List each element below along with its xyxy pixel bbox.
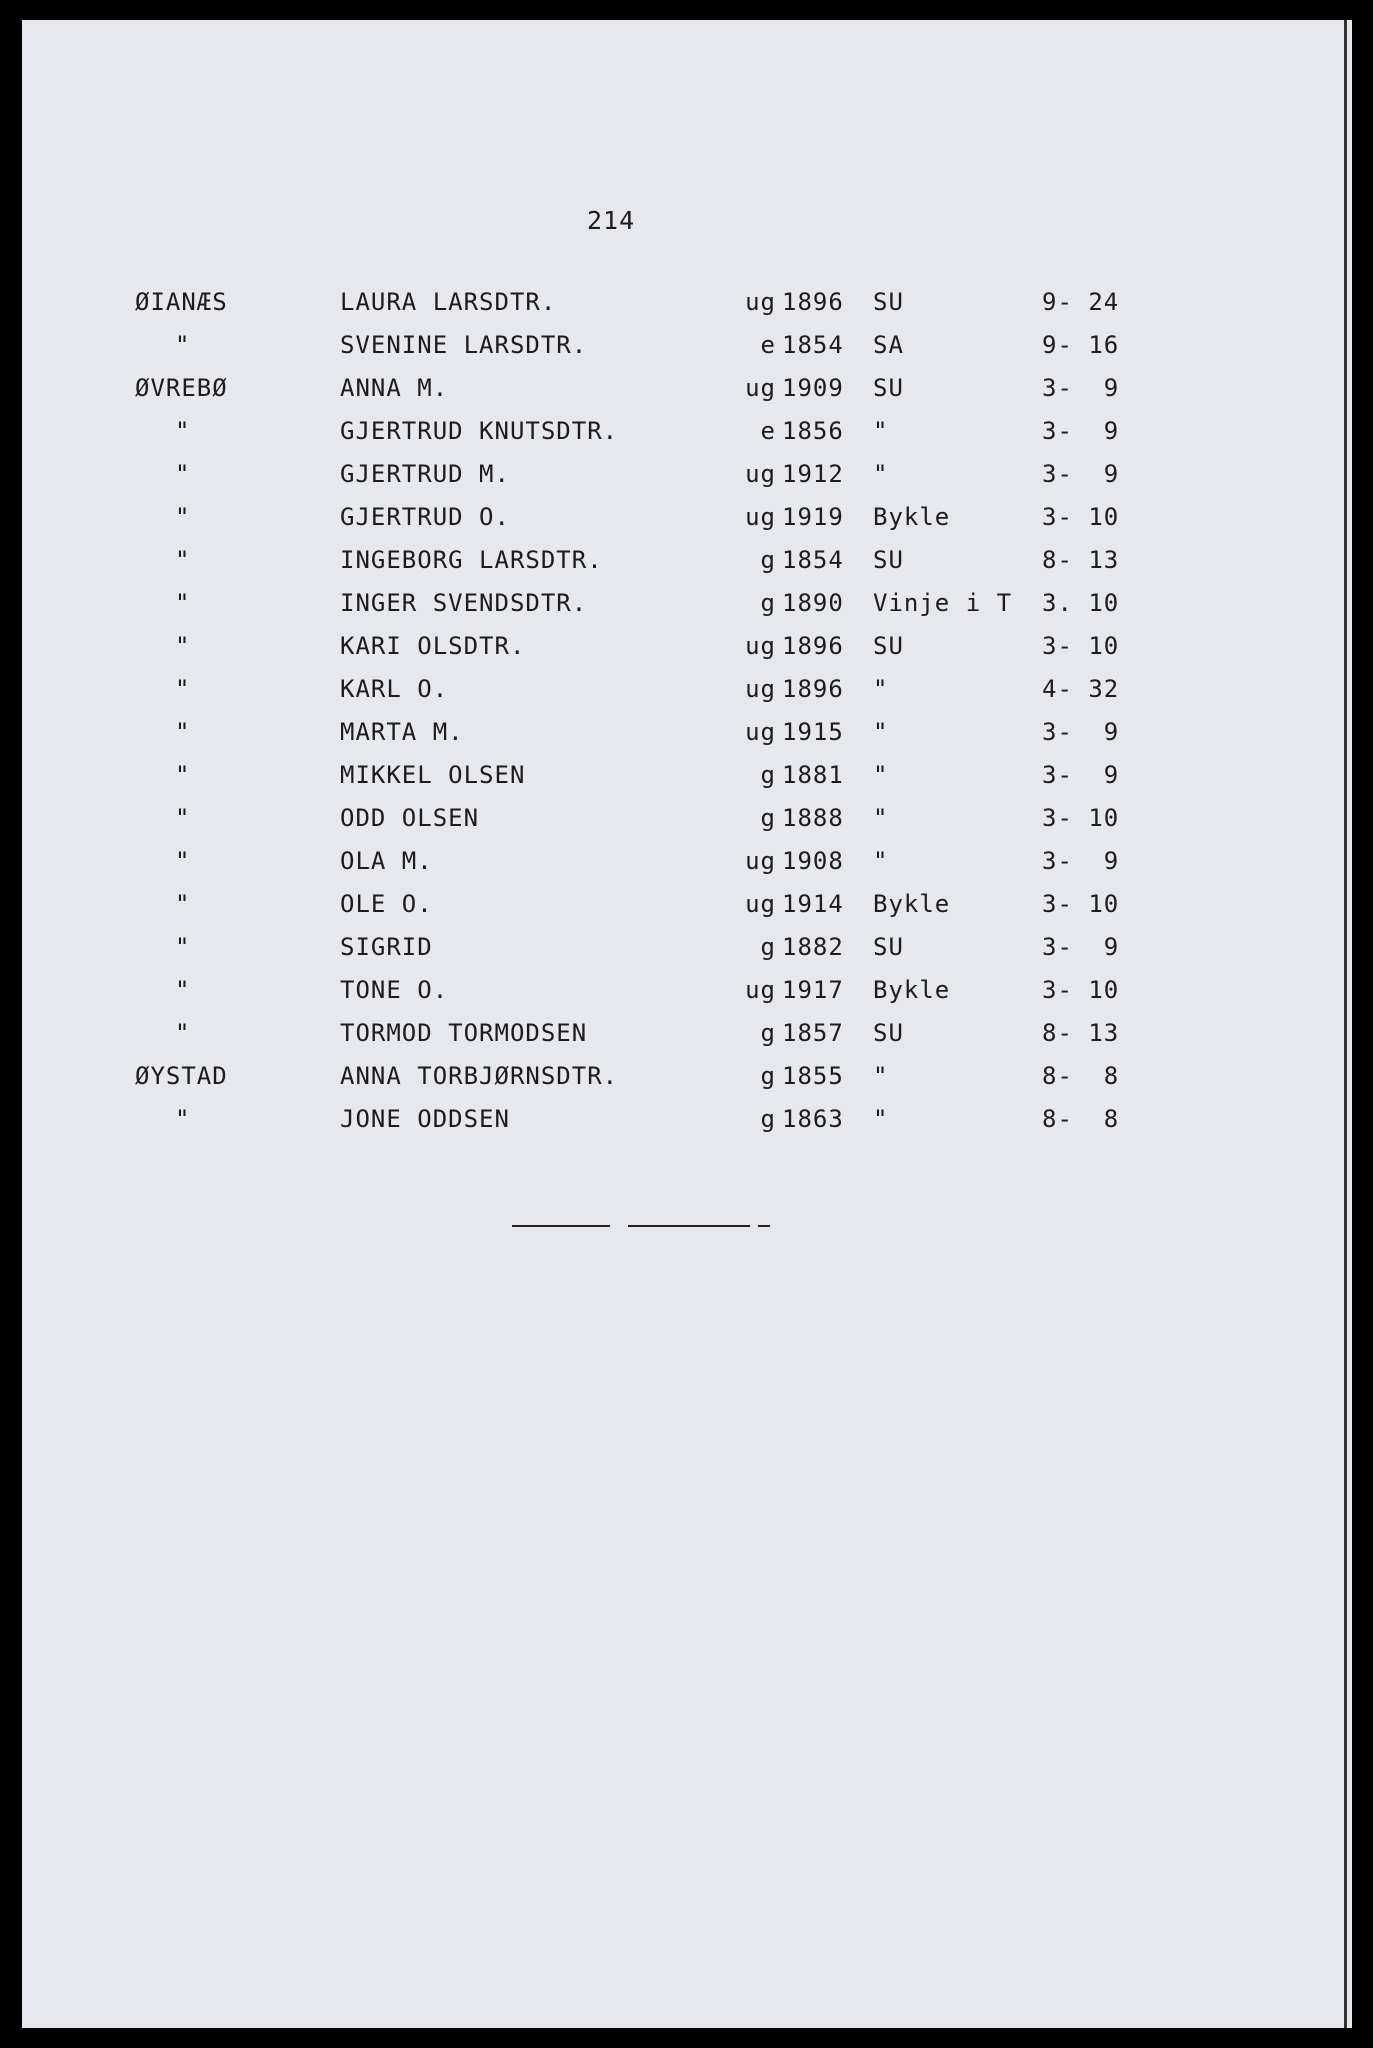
place-cell: Bykle [873,503,951,531]
year-cell: 1890 [782,589,844,617]
status-cell: ug [745,718,776,746]
year-cell: 1881 [782,761,844,789]
name-cell: INGEBORG LARSDTR. [340,546,603,574]
name-cell: MIKKEL OLSEN [340,761,526,789]
farm-cell: " [175,847,191,875]
name-cell: SVENINE LARSDTR. [340,331,588,359]
name-cell: GJERTRUD KNUTSDTR. [340,417,619,445]
farm-cell: " [175,632,191,660]
ref-cell: 3- 9 [1042,933,1120,961]
farm-cell: " [175,1019,191,1047]
year-cell: 1912 [782,460,844,488]
ref-cell: 8- 13 [1042,1019,1120,1047]
place-cell: Vinje i T [873,589,1013,617]
name-cell: ANNA M. [340,374,449,402]
table-row [22,847,1352,890]
status-cell: g [760,1019,776,1047]
ref-cell: 3- 10 [1042,804,1120,832]
farm-cell: " [175,417,191,445]
ref-cell: 4- 32 [1042,675,1120,703]
ref-cell: 3- 9 [1042,761,1120,789]
farm-cell: ØYSTAD [135,1062,228,1090]
place-cell: " [873,847,889,875]
status-cell: g [760,546,776,574]
table-row [22,761,1352,804]
place-cell: " [873,675,889,703]
farm-cell: " [175,546,191,574]
status-cell: g [760,589,776,617]
year-cell: 1896 [782,288,844,316]
status-cell: ug [745,890,776,918]
status-cell: ug [745,847,776,875]
farm-cell: " [175,761,191,789]
ref-cell: 8- 8 [1042,1105,1120,1133]
ref-cell: 3- 9 [1042,847,1120,875]
table-row [22,417,1352,460]
place-cell: SU [873,288,904,316]
year-cell: 1896 [782,675,844,703]
status-cell: ug [745,460,776,488]
table-row [22,589,1352,632]
farm-cell: " [175,804,191,832]
farm-cell: " [175,933,191,961]
name-cell: INGER SVENDSDTR. [340,589,588,617]
table-row [22,460,1352,503]
status-cell: ug [745,374,776,402]
year-cell: 1908 [782,847,844,875]
page-number: 214 [587,206,636,235]
ref-cell: 3. 10 [1042,589,1120,617]
table-row [22,675,1352,718]
status-cell: ug [745,675,776,703]
ref-cell: 3- 9 [1042,460,1120,488]
farm-cell: " [175,1105,191,1133]
ref-cell: 9- 24 [1042,288,1120,316]
place-cell: " [873,761,889,789]
name-cell: SIGRID [340,933,433,961]
ref-cell: 3- 10 [1042,632,1120,660]
farm-cell: " [175,890,191,918]
ref-cell: 3- 10 [1042,503,1120,531]
status-cell: g [760,761,776,789]
farm-cell: " [175,331,191,359]
table-row [22,804,1352,847]
end-rule [512,1225,610,1227]
status-cell: g [760,1062,776,1090]
end-rule [628,1225,750,1227]
year-cell: 1888 [782,804,844,832]
table-row [22,374,1352,417]
year-cell: 1863 [782,1105,844,1133]
ref-cell: 3- 9 [1042,417,1120,445]
status-cell: ug [745,976,776,1004]
year-cell: 1882 [782,933,844,961]
name-cell: MARTA M. [340,718,464,746]
ref-cell: 3- 9 [1042,374,1120,402]
ref-cell: 8- 13 [1042,546,1120,574]
farm-cell: " [175,675,191,703]
status-cell: g [760,1105,776,1133]
place-cell: SU [873,546,904,574]
table-row [22,288,1352,331]
place-cell: " [873,1062,889,1090]
status-cell: g [760,804,776,832]
table-row [22,890,1352,933]
farm-cell: ØIANÆS [135,288,228,316]
place-cell: SU [873,374,904,402]
year-cell: 1856 [782,417,844,445]
name-cell: KARL O. [340,675,449,703]
document-page [22,20,1352,2028]
status-cell: ug [745,632,776,660]
table-row [22,503,1352,546]
year-cell: 1857 [782,1019,844,1047]
ref-cell: 3- 10 [1042,890,1120,918]
table-row [22,718,1352,761]
ref-cell: 8- 8 [1042,1062,1120,1090]
name-cell: JONE ODDSEN [340,1105,510,1133]
table-row [22,632,1352,675]
place-cell: " [873,718,889,746]
year-cell: 1919 [782,503,844,531]
year-cell: 1855 [782,1062,844,1090]
table-row [22,331,1352,374]
place-cell: " [873,417,889,445]
table-row [22,1105,1352,1148]
place-cell: Bykle [873,976,951,1004]
place-cell: SU [873,933,904,961]
name-cell: GJERTRUD M. [340,460,510,488]
name-cell: OLE O. [340,890,433,918]
farm-cell: " [175,460,191,488]
place-cell: Bykle [873,890,951,918]
status-cell: g [760,933,776,961]
farm-cell: " [175,503,191,531]
ref-cell: 3- 10 [1042,976,1120,1004]
place-cell: SA [873,331,904,359]
ref-cell: 3- 9 [1042,718,1120,746]
year-cell: 1917 [782,976,844,1004]
end-rule [758,1225,770,1227]
ref-cell: 9- 16 [1042,331,1120,359]
table-row [22,1019,1352,1062]
year-cell: 1854 [782,546,844,574]
page-edge [1344,20,1347,2028]
year-cell: 1915 [782,718,844,746]
farm-cell: ØVREBØ [135,374,228,402]
name-cell: ANNA TORBJØRNSDTR. [340,1062,619,1090]
name-cell: TORMOD TORMODSEN [340,1019,588,1047]
farm-cell: " [175,976,191,1004]
name-cell: TONE O. [340,976,449,1004]
name-cell: GJERTRUD O. [340,503,510,531]
table-row [22,546,1352,589]
year-cell: 1914 [782,890,844,918]
name-cell: LAURA LARSDTR. [340,288,557,316]
status-cell: ug [745,288,776,316]
place-cell: SU [873,1019,904,1047]
place-cell: " [873,804,889,832]
table-row [22,1062,1352,1105]
table-row [22,976,1352,1019]
name-cell: ODD OLSEN [340,804,480,832]
farm-cell: " [175,589,191,617]
name-cell: KARI OLSDTR. [340,632,526,660]
place-cell: " [873,460,889,488]
place-cell: SU [873,632,904,660]
year-cell: 1909 [782,374,844,402]
status-cell: ug [745,503,776,531]
status-cell: e [760,417,776,445]
record-table [22,288,1352,1148]
place-cell: " [873,1105,889,1133]
status-cell: e [760,331,776,359]
year-cell: 1896 [782,632,844,660]
farm-cell: " [175,718,191,746]
year-cell: 1854 [782,331,844,359]
name-cell: OLA M. [340,847,433,875]
table-row [22,933,1352,976]
